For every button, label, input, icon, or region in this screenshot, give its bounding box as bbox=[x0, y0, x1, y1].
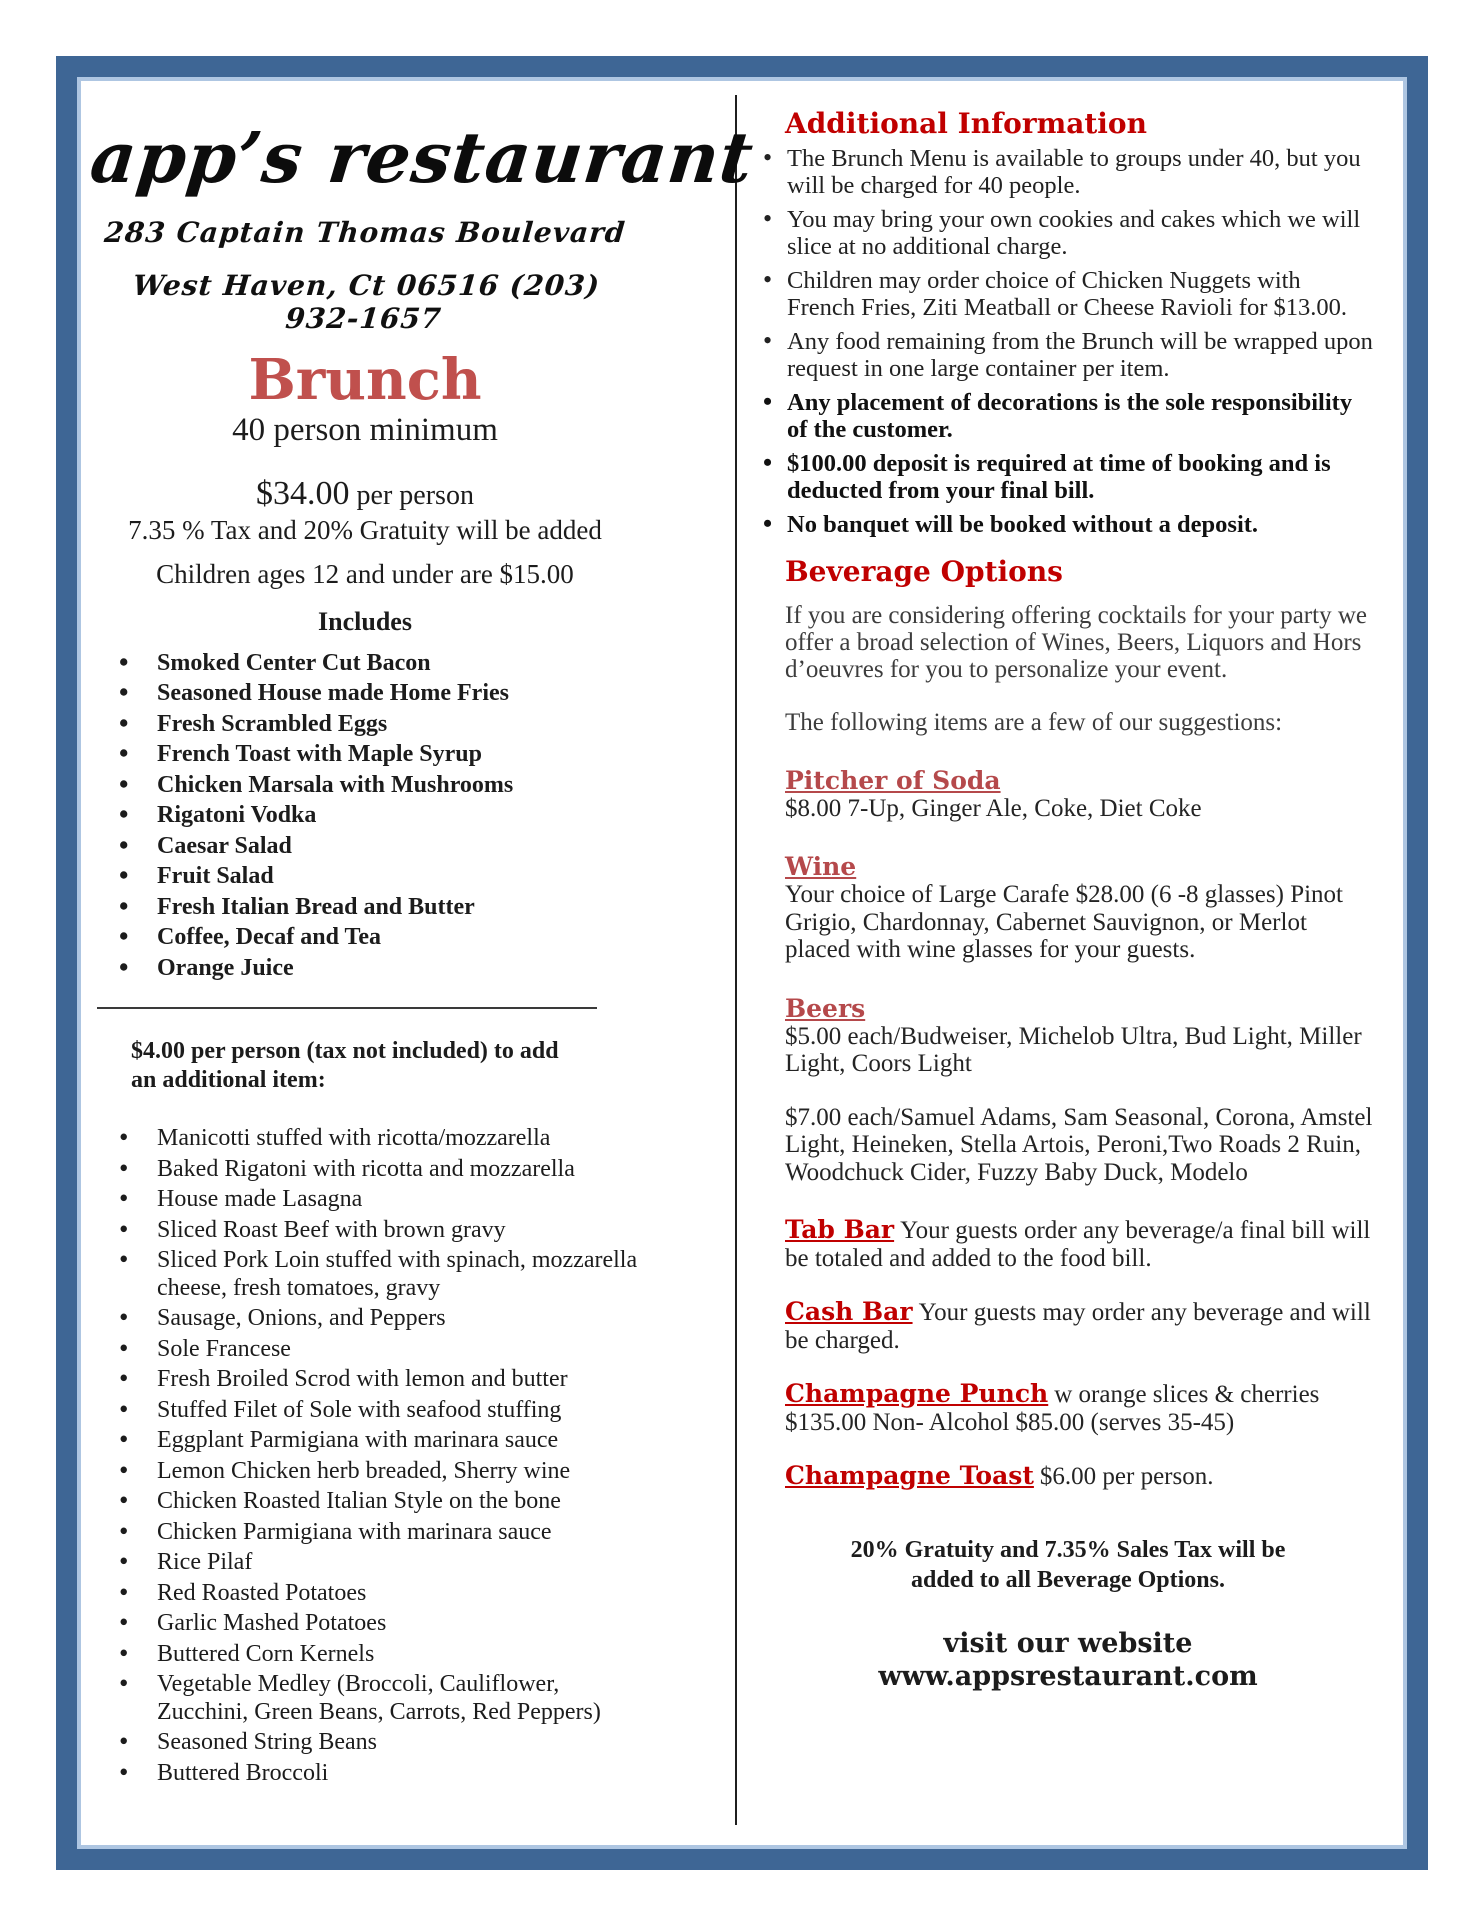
cash-bar-title: Cash Bar bbox=[785, 1297, 913, 1326]
address-line-2: West Haven, Ct 06516 (203) 932-1657 bbox=[131, 269, 602, 335]
wine-body: Your choice of Large Carafe $28.00 (6 -8 glasses) Pinot Grigio, Chardonnay, Cabernet Sauvignon, or Merlot placed with wine glasses for your guests. bbox=[785, 881, 1343, 963]
wine-section bbox=[785, 852, 1373, 964]
cash-bar-body: Your guests may order any beverage and will be charged. bbox=[785, 1299, 1371, 1354]
list-item: • Manicotti stuffed with ricotta/mozzarella bbox=[119, 1125, 639, 1153]
address-line-1: 283 Captain Thomas Boulevard bbox=[103, 216, 627, 249]
list-item: • Rice Pilaf bbox=[119, 1549, 639, 1577]
list-item: • Sole Francese bbox=[119, 1336, 639, 1364]
tab-bar-title: Tab Bar bbox=[785, 1215, 895, 1244]
list-item: • Any placement of decorations is the sole responsibility of the customer. bbox=[763, 390, 1373, 443]
champagne-toast-title: Champagne Toast bbox=[785, 1461, 1034, 1490]
tax-note: 7.35 % Tax and 20% Gratuity will be added bbox=[128, 514, 602, 545]
tab-bar-body: Your guests order any beverage/a final bill will be totaled and added to the food bill. bbox=[785, 1217, 1371, 1272]
list-item: • Chicken Parmigiana with marinara sauce bbox=[119, 1519, 639, 1547]
separator-line bbox=[97, 1007, 597, 1009]
website-label: visit our website bbox=[943, 1627, 1193, 1659]
pitcher-of-soda-section bbox=[785, 766, 1373, 823]
list-item: • Vegetable Medley (Broccoli, Cauliflower, Zucchini, Green Beans, Carrots, Red Peppers) bbox=[119, 1671, 639, 1726]
champagne-toast-body: $6.00 per person. bbox=[1039, 1463, 1214, 1490]
list-item: • French Toast with Maple Syrup bbox=[119, 739, 639, 770]
left-column bbox=[81, 95, 758, 1825]
list-item: • Rigatoni Vodka bbox=[119, 800, 639, 831]
beverage-options-heading: Beverage Options bbox=[785, 554, 1063, 588]
addon-list bbox=[91, 1125, 639, 1787]
cash-bar-section bbox=[785, 1298, 1373, 1354]
list-item: • Fresh Italian Bread and Butter bbox=[119, 892, 639, 923]
list-item: • Fresh Scrambled Eggs bbox=[119, 709, 639, 740]
beverage-suggestions-note: The following items are a few of our suggestions: bbox=[785, 708, 1283, 736]
beverage-fine-print: 20% Gratuity and 7.35% Sales Tax will be added to all Beverage Options. bbox=[850, 1536, 1286, 1593]
list-item: • Sliced Pork Loin stuffed with spinach, mozzarella cheese, fresh tomatoes, gravy bbox=[119, 1247, 639, 1302]
champagne-punch-title: Champagne Punch bbox=[785, 1379, 1049, 1408]
list-item: • Seasoned String Beans bbox=[119, 1729, 639, 1757]
additional-info-list bbox=[763, 146, 1373, 539]
list-item: • Smoked Center Cut Bacon bbox=[119, 648, 639, 679]
list-item: • Lemon Chicken herb breaded, Sherry wine bbox=[119, 1458, 639, 1486]
pitcher-of-soda-body: $8.00 7-Up, Ginger Ale, Coke, Diet Coke bbox=[785, 794, 1202, 822]
restaurant-name: app’s restaurant bbox=[86, 116, 758, 199]
list-item: • Buttered Corn Kernels bbox=[119, 1641, 639, 1669]
tab-bar-section bbox=[785, 1216, 1373, 1272]
list-item: • Garlic Mashed Potatoes bbox=[119, 1610, 639, 1638]
price-amount: $34.00 bbox=[256, 474, 350, 512]
inner-border bbox=[77, 77, 1407, 1849]
list-item: • Sausage, Onions, and Peppers bbox=[119, 1305, 639, 1333]
list-item: • Baked Rigatoni with ricotta and mozzarella bbox=[119, 1156, 639, 1184]
additional-info-heading: Additional Information bbox=[785, 107, 1147, 140]
list-item: • Chicken Roasted Italian Style on the bone bbox=[119, 1488, 639, 1516]
website-block bbox=[763, 1627, 1373, 1693]
list-item: • Caesar Salad bbox=[119, 831, 639, 862]
beverage-intro: If you are considering offering cocktails for your party we offer a broad selection of Wines, Beers, Liquors and Hors d’oeuvres for you to personalize your event. bbox=[785, 601, 1367, 683]
list-item: • Fresh Broiled Scrod with lemon and butter bbox=[119, 1366, 639, 1394]
list-item: • Buttered Broccoli bbox=[119, 1760, 639, 1788]
list-item: • Sliced Roast Beef with brown gravy bbox=[119, 1217, 639, 1245]
menu-content bbox=[81, 81, 1403, 1845]
includes-list bbox=[91, 648, 639, 984]
includes-heading: Includes bbox=[318, 606, 412, 636]
children-price-note: Children ages 12 and under are $15.00 bbox=[156, 558, 574, 589]
list-item: • Any food remaining from the Brunch will be wrapped upon request in one large container per item. bbox=[763, 329, 1373, 382]
wine-title: Wine bbox=[785, 852, 857, 881]
list-item: • Eggplant Parmigiana with marinara sauce bbox=[119, 1427, 639, 1455]
list-item: • House made Lasagna bbox=[119, 1186, 639, 1214]
list-item: • Stuffed Filet of Sole with seafood stuffing bbox=[119, 1397, 639, 1425]
champagne-punch-section bbox=[785, 1380, 1373, 1436]
beers-price-7-body: $7.00 each/Samuel Adams, Sam Seasonal, Corona, Amstel Light, Heineken, Stella Artois, Peroni,Two Roads 2 Ruin, Woodchuck Cider, Fuzzy Baby Duck, Modelo bbox=[785, 1103, 1373, 1186]
list-item: • Coffee, Decaf and Tea bbox=[119, 922, 639, 953]
list-item: • You may bring your own cookies and cakes which we will slice at no additional charge. bbox=[763, 207, 1373, 260]
champagne-toast-section bbox=[785, 1462, 1373, 1491]
champagne-punch-body: w orange slices & cherries bbox=[1054, 1381, 1320, 1408]
list-item: • The Brunch Menu is available to groups under 40, but you will be charged for 40 people. bbox=[763, 146, 1373, 199]
list-item: • Seasoned House made Home Fries bbox=[119, 678, 639, 709]
person-minimum-note: 40 person minimum bbox=[232, 411, 498, 448]
outer-border bbox=[56, 56, 1428, 1870]
champagne-punch-price: $135.00 Non- Alcohol $85.00 (serves 35-45) bbox=[785, 1408, 1235, 1436]
pitcher-of-soda-title: Pitcher of Soda bbox=[785, 765, 1001, 795]
right-column bbox=[737, 81, 1403, 1845]
list-item: • $100.00 deposit is required at time of booking and is deducted from your final bill. bbox=[763, 451, 1373, 504]
website-url: www.appsrestaurant.com bbox=[878, 1660, 1258, 1692]
list-item: • Children may order choice of Chicken Nuggets with French Fries, Ziti Meatball or Cheese Ravioli for $13.00. bbox=[763, 268, 1373, 321]
beers-section bbox=[785, 994, 1373, 1187]
list-item: • Fruit Salad bbox=[119, 861, 639, 892]
list-item: • Red Roasted Potatoes bbox=[119, 1580, 639, 1608]
price-unit: per person bbox=[349, 479, 474, 511]
list-item: • No banquet will be booked without a deposit. bbox=[763, 512, 1373, 539]
beers-title: Beers bbox=[785, 993, 866, 1023]
price-line bbox=[91, 475, 639, 513]
list-item: • Chicken Marsala with Mushrooms bbox=[119, 770, 639, 801]
menu-title: Brunch bbox=[248, 347, 482, 413]
beers-price-5-body: $5.00 each/Budweiser, Michelob Ultra, Bud Light, Miller Light, Coors Light bbox=[785, 1022, 1362, 1077]
left-column-inner bbox=[86, 116, 758, 1787]
list-item: • Orange Juice bbox=[119, 953, 639, 984]
addon-heading: $4.00 per person (tax not included) to add an additional item: bbox=[131, 1038, 559, 1094]
